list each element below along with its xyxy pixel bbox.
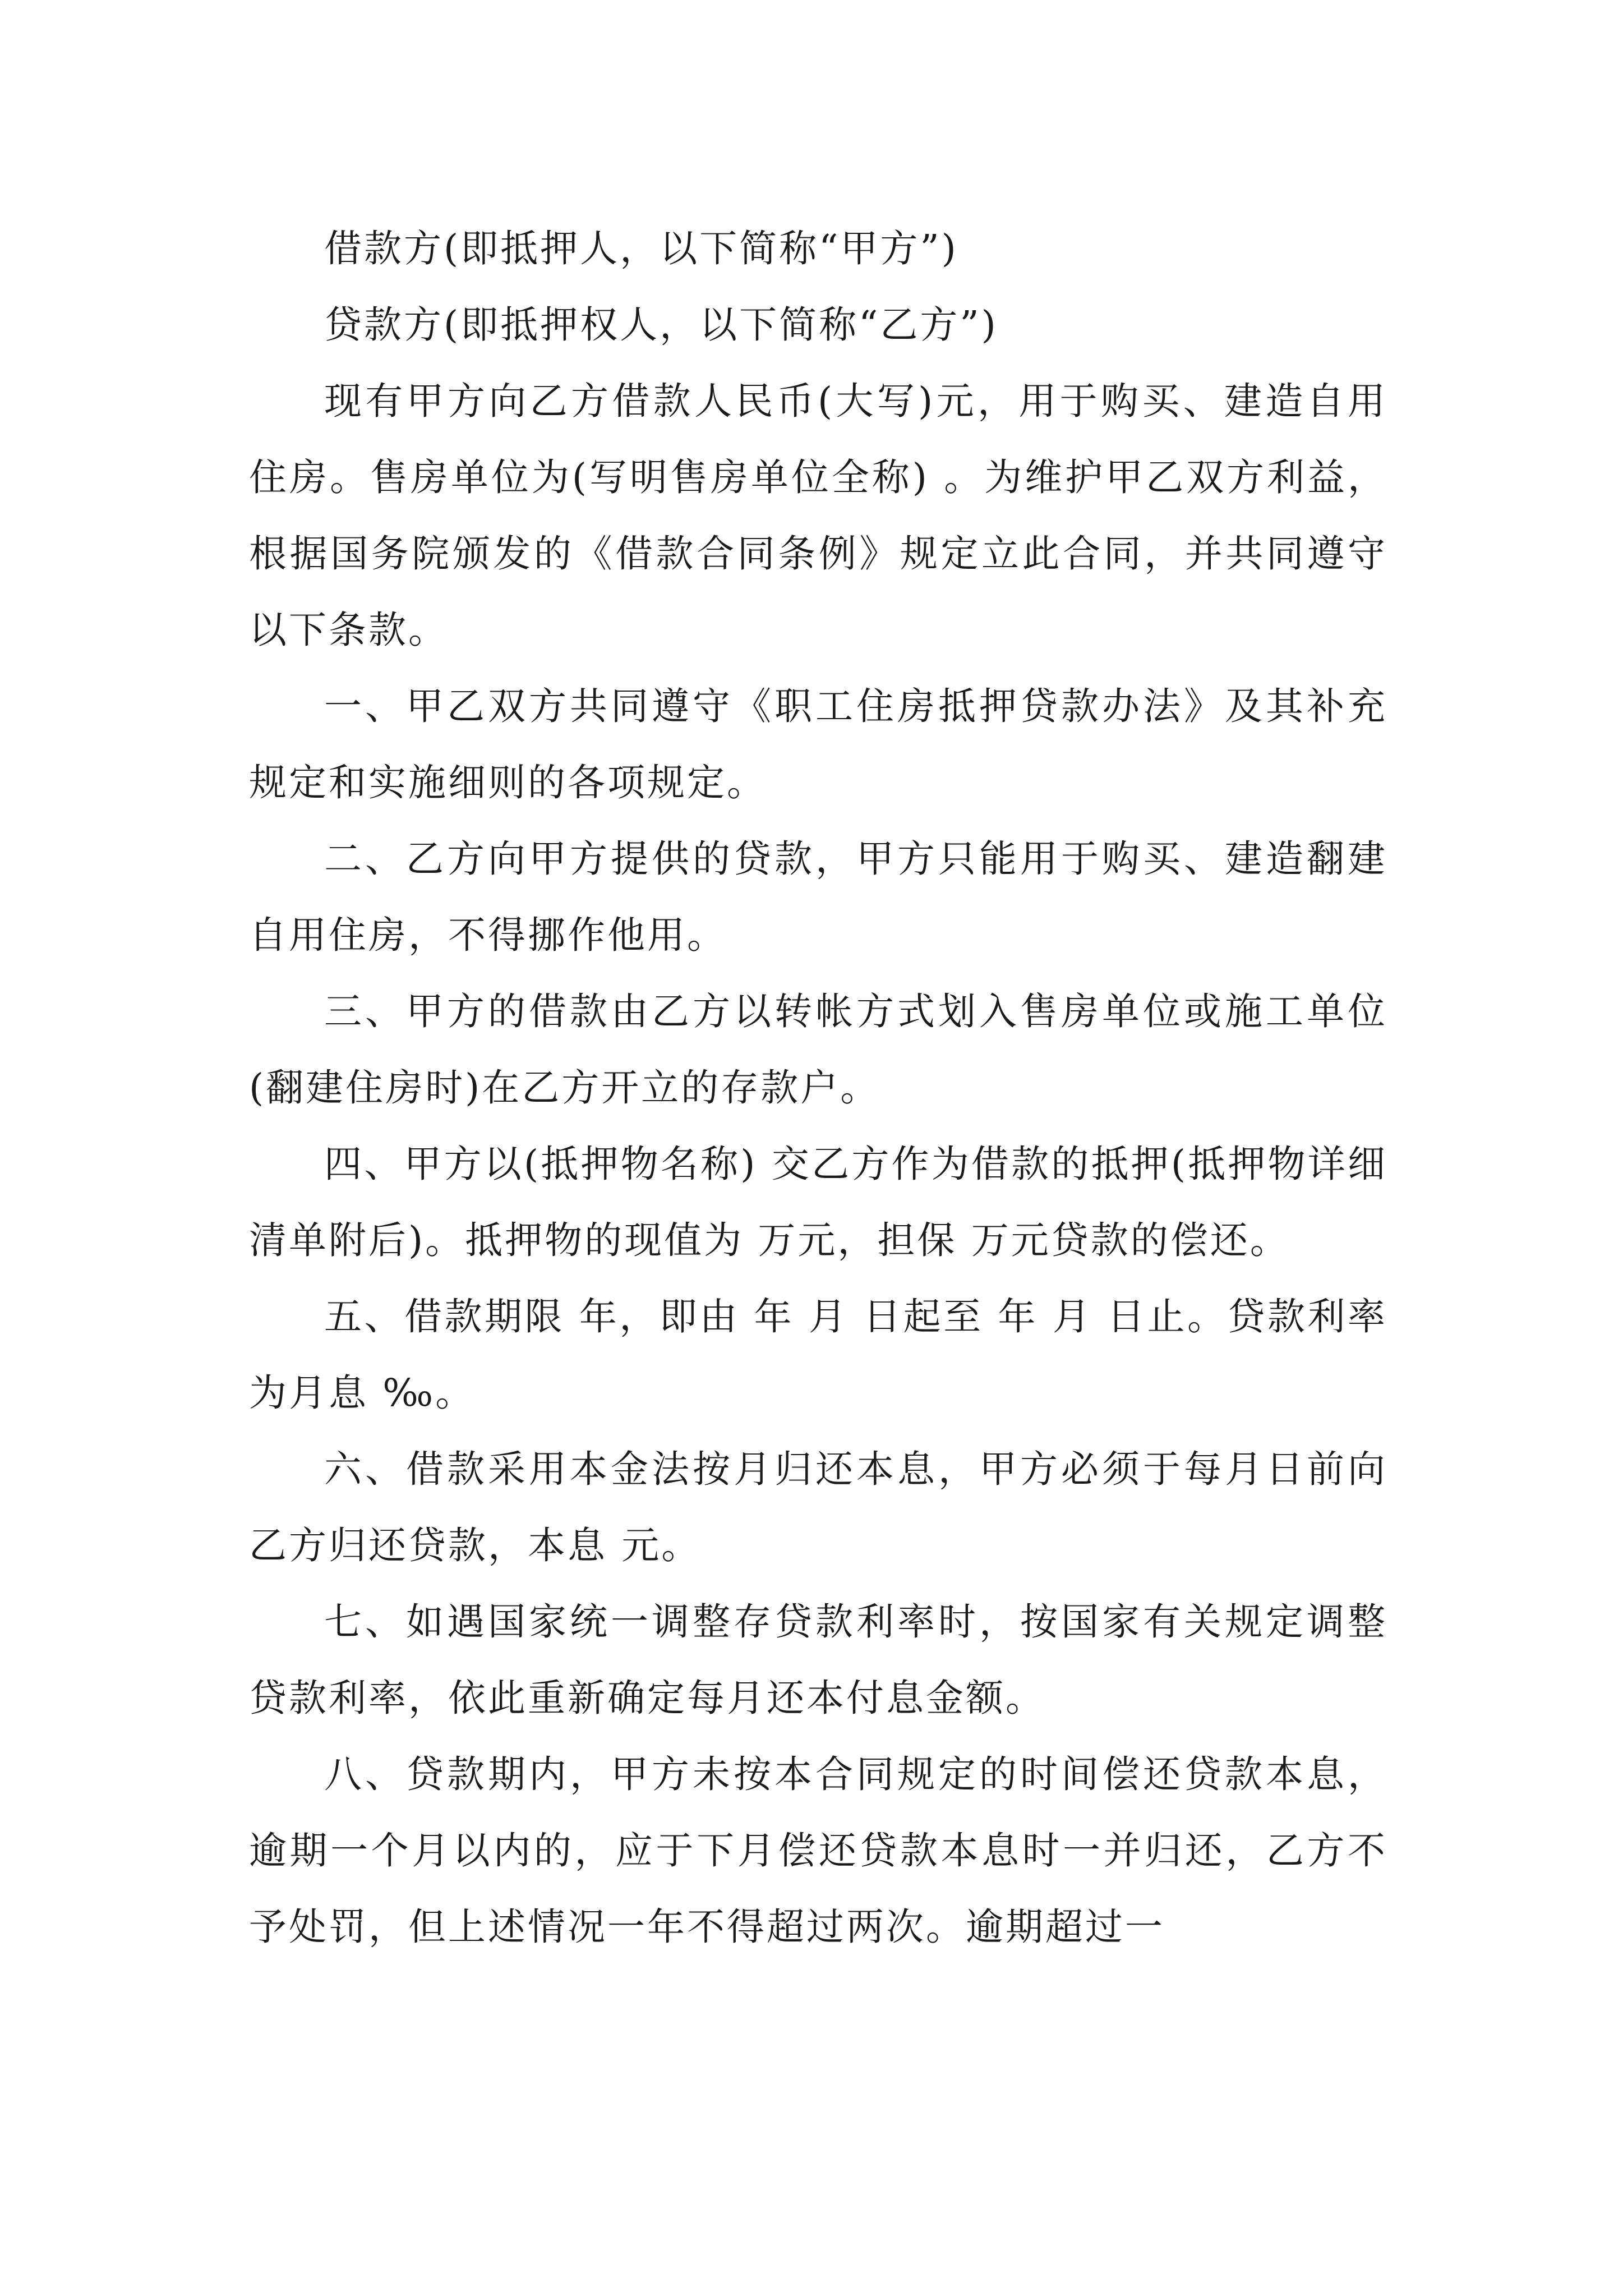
paragraph-preamble: 现有甲方向乙方借款人民币(大写)元，用于购买、建造自用住房。售房单位为(写明售房单位全称) 。为维护甲乙双方利益，根据国务院颁发的《借款合同条例》规定立此合同，并共同遵守以下条款。 [249,379,1387,652]
clause-5: 五、借款期限 年，即由 年 月 日起至 年 月 日止。贷款利率为月息 ‰。 [249,1295,1387,1415]
clause-6: 六、借款采用本金法按月归还本息，甲方必须于每月日前向乙方归还贷款，本息 元。 [249,1447,1387,1567]
clause-1: 一、甲乙双方共同遵守《职工住房抵押贷款办法》及其补充规定和实施细则的各项规定。 [249,684,1387,804]
paragraph-lender: 贷款方(即抵押权人，以下简称“乙方”) [324,303,998,347]
paragraph-borrower: 借款方(即抵押人，以下简称“甲方”) [324,227,958,270]
clause-4: 四、甲方以(抵押物名称) 交乙方作为借款的抵押(抵押物详细清单附后)。抵押物的现值为 万元，担保 万元贷款的偿还。 [249,1142,1387,1262]
clause-7: 七、如遇国家统一调整存贷款利率时，按国家有关规定调整贷款利率，依此重新确定每月还本付息金额。 [249,1600,1387,1720]
clause-2: 二、乙方向甲方提供的贷款，甲方只能用于购买、建造翻建自用住房，不得挪作他用。 [249,837,1387,957]
contract-body [249,210,1387,1965]
clause-8: 八、贷款期内，甲方未按本合同规定的时间偿还贷款本息，逾期一个月以内的，应于下月偿还贷款本息时一并归还，乙方不予处罚，但上述情况一年不得超过两次。逾期超过一 [249,1752,1387,1949]
clause-3: 三、甲方的借款由乙方以转帐方式划入售房单位或施工单位(翻建住房时)在乙方开立的存款户。 [249,990,1387,1110]
